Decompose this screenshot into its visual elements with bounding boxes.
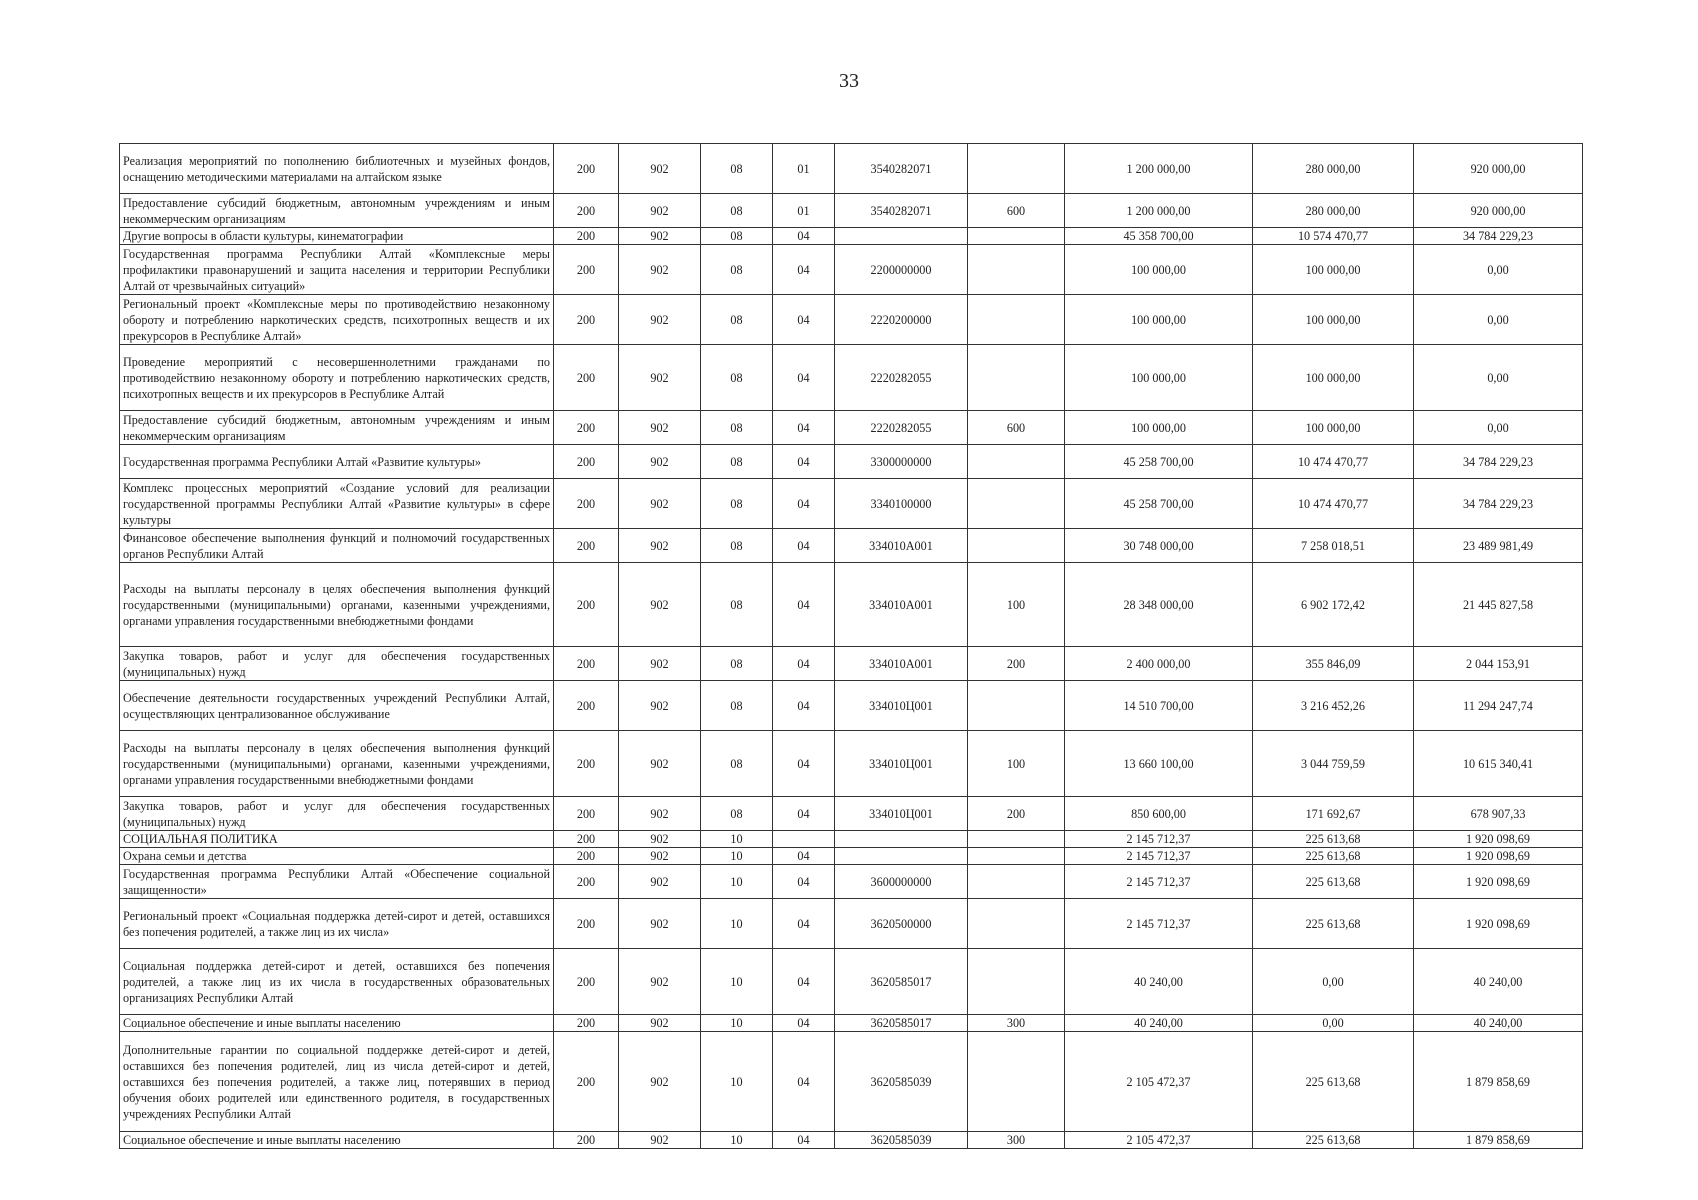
- amount-plan-cell: 1 200 000,00: [1065, 144, 1253, 194]
- amount-plan-cell: 30 748 000,00: [1065, 529, 1253, 563]
- amount-remaining-cell: 0,00: [1414, 295, 1583, 345]
- code-csr-cell: 3300000000: [835, 445, 968, 479]
- code-vr-cell: 600: [968, 411, 1065, 445]
- code-vr-cell: [968, 899, 1065, 949]
- code-g-cell: 200: [554, 245, 619, 295]
- amount-plan-cell: 100 000,00: [1065, 295, 1253, 345]
- amount-remaining-cell: 10 615 340,41: [1414, 731, 1583, 797]
- item-name-cell: Другие вопросы в области культуры, кинематографии: [120, 228, 554, 245]
- code-g-cell: 200: [554, 831, 619, 848]
- item-name-cell: Обеспечение деятельности государственных учреждений Республики Алтай, осуществляющих централизованное обслуживание: [120, 681, 554, 731]
- code-rz-cell: 08: [701, 681, 773, 731]
- table-row: [120, 848, 1583, 865]
- amount-plan-cell: 13 660 100,00: [1065, 731, 1253, 797]
- code-vr-cell: [968, 1032, 1065, 1132]
- amount-executed-cell: 10 474 470,77: [1253, 479, 1414, 529]
- code-pr-cell: 04: [773, 245, 835, 295]
- code-ved-cell: 902: [619, 445, 701, 479]
- code-vr-cell: [968, 831, 1065, 848]
- table-row: [120, 831, 1583, 848]
- amount-remaining-cell: 0,00: [1414, 345, 1583, 411]
- code-csr-cell: [835, 848, 968, 865]
- item-name-cell: Региональный проект «Социальная поддержка детей-сирот и детей, оставшихся без попечения родителей, а также лиц из их числа»: [120, 899, 554, 949]
- code-pr-cell: 04: [773, 731, 835, 797]
- code-g-cell: 200: [554, 445, 619, 479]
- code-csr-cell: 334010Ц001: [835, 731, 968, 797]
- amount-plan-cell: 1 200 000,00: [1065, 194, 1253, 228]
- code-ved-cell: 902: [619, 295, 701, 345]
- code-pr-cell: 04: [773, 848, 835, 865]
- code-pr-cell: 01: [773, 144, 835, 194]
- item-name-cell: Расходы на выплаты персоналу в целях обеспечения выполнения функций государственными (муниципальными) органами, казенными учреждениями, органами управления государственными внебюджетными фондами: [120, 563, 554, 647]
- table-row: [120, 949, 1583, 1015]
- code-vr-cell: [968, 865, 1065, 899]
- table-row: [120, 865, 1583, 899]
- amount-remaining-cell: 1 920 098,69: [1414, 848, 1583, 865]
- amount-remaining-cell: 34 784 229,23: [1414, 228, 1583, 245]
- code-g-cell: 200: [554, 1015, 619, 1032]
- code-pr-cell: 04: [773, 445, 835, 479]
- code-rz-cell: 10: [701, 1032, 773, 1132]
- code-pr-cell: 04: [773, 228, 835, 245]
- code-csr-cell: 2220282055: [835, 345, 968, 411]
- table-row: [120, 1132, 1583, 1149]
- amount-plan-cell: 40 240,00: [1065, 949, 1253, 1015]
- amount-plan-cell: 2 105 472,37: [1065, 1132, 1253, 1149]
- code-g-cell: 200: [554, 797, 619, 831]
- code-rz-cell: 10: [701, 1015, 773, 1032]
- code-csr-cell: 334010Ц001: [835, 681, 968, 731]
- item-name-cell: Финансовое обеспечение выполнения функций и полномочий государственных органов Республики Алтай: [120, 529, 554, 563]
- code-pr-cell: [773, 831, 835, 848]
- amount-executed-cell: 100 000,00: [1253, 295, 1414, 345]
- amount-executed-cell: 225 613,68: [1253, 1032, 1414, 1132]
- code-vr-cell: 100: [968, 563, 1065, 647]
- code-ved-cell: 902: [619, 899, 701, 949]
- code-vr-cell: [968, 848, 1065, 865]
- code-csr-cell: [835, 228, 968, 245]
- amount-executed-cell: 0,00: [1253, 1015, 1414, 1032]
- item-name-cell: Расходы на выплаты персоналу в целях обеспечения выполнения функций государственными (муниципальными) органами, казенными учреждениями, органами управления государственными внебюджетными фондами: [120, 731, 554, 797]
- code-pr-cell: 04: [773, 865, 835, 899]
- amount-remaining-cell: 920 000,00: [1414, 194, 1583, 228]
- amount-executed-cell: 171 692,67: [1253, 797, 1414, 831]
- code-csr-cell: 3340100000: [835, 479, 968, 529]
- table-row: [120, 245, 1583, 295]
- amount-remaining-cell: 40 240,00: [1414, 949, 1583, 1015]
- item-name-cell: Государственная программа Республики Алтай «Развитие культуры»: [120, 445, 554, 479]
- amount-remaining-cell: 1 920 098,69: [1414, 831, 1583, 848]
- item-name-cell: Предоставление субсидий бюджетным, автономным учреждениям и иным некоммерческим организациям: [120, 194, 554, 228]
- amount-executed-cell: 225 613,68: [1253, 899, 1414, 949]
- code-vr-cell: 200: [968, 797, 1065, 831]
- code-csr-cell: 3540282071: [835, 194, 968, 228]
- code-pr-cell: 04: [773, 295, 835, 345]
- amount-remaining-cell: 34 784 229,23: [1414, 479, 1583, 529]
- code-ved-cell: 902: [619, 411, 701, 445]
- table-row: [120, 445, 1583, 479]
- amount-plan-cell: 45 258 700,00: [1065, 445, 1253, 479]
- code-ved-cell: 902: [619, 831, 701, 848]
- code-rz-cell: 10: [701, 865, 773, 899]
- amount-plan-cell: 850 600,00: [1065, 797, 1253, 831]
- code-pr-cell: 04: [773, 647, 835, 681]
- code-csr-cell: 334010А001: [835, 529, 968, 563]
- code-pr-cell: 01: [773, 194, 835, 228]
- code-ved-cell: 902: [619, 144, 701, 194]
- code-vr-cell: [968, 295, 1065, 345]
- item-name-cell: Государственная программа Республики Алтай «Комплексные меры профилактики правонарушений и защита населения и территории Республики Алтай от чрезвычайных ситуаций»: [120, 245, 554, 295]
- code-pr-cell: 04: [773, 1032, 835, 1132]
- code-g-cell: 200: [554, 144, 619, 194]
- code-rz-cell: 10: [701, 899, 773, 949]
- item-name-cell: Охрана семьи и детства: [120, 848, 554, 865]
- amount-executed-cell: 355 846,09: [1253, 647, 1414, 681]
- code-rz-cell: 08: [701, 345, 773, 411]
- amount-executed-cell: 100 000,00: [1253, 345, 1414, 411]
- amount-plan-cell: 2 400 000,00: [1065, 647, 1253, 681]
- code-ved-cell: 902: [619, 797, 701, 831]
- table-row: [120, 563, 1583, 647]
- table-row: [120, 479, 1583, 529]
- code-pr-cell: 04: [773, 529, 835, 563]
- code-rz-cell: 10: [701, 831, 773, 848]
- table-row: [120, 411, 1583, 445]
- amount-remaining-cell: 23 489 981,49: [1414, 529, 1583, 563]
- table-row: [120, 731, 1583, 797]
- code-ved-cell: 902: [619, 865, 701, 899]
- amount-plan-cell: 14 510 700,00: [1065, 681, 1253, 731]
- amount-executed-cell: 280 000,00: [1253, 194, 1414, 228]
- code-g-cell: 200: [554, 865, 619, 899]
- item-name-cell: СОЦИАЛЬНАЯ ПОЛИТИКА: [120, 831, 554, 848]
- code-vr-cell: 300: [968, 1132, 1065, 1149]
- code-vr-cell: [968, 479, 1065, 529]
- amount-remaining-cell: 11 294 247,74: [1414, 681, 1583, 731]
- code-ved-cell: 902: [619, 949, 701, 1015]
- table-row: [120, 681, 1583, 731]
- amount-executed-cell: 225 613,68: [1253, 865, 1414, 899]
- code-ved-cell: 902: [619, 529, 701, 563]
- code-g-cell: 200: [554, 295, 619, 345]
- amount-remaining-cell: 920 000,00: [1414, 144, 1583, 194]
- table-row: [120, 1032, 1583, 1132]
- item-name-cell: Предоставление субсидий бюджетным, автономным учреждениям и иным некоммерческим организациям: [120, 411, 554, 445]
- code-ved-cell: 902: [619, 731, 701, 797]
- table-row: [120, 295, 1583, 345]
- code-vr-cell: [968, 445, 1065, 479]
- item-name-cell: Социальная поддержка детей-сирот и детей, оставшихся без попечения родителей, а также лиц из их числа в государственных образовательных организациях Республики Алтай: [120, 949, 554, 1015]
- code-rz-cell: 08: [701, 245, 773, 295]
- code-g-cell: 200: [554, 1032, 619, 1132]
- code-rz-cell: 10: [701, 949, 773, 1015]
- code-g-cell: 200: [554, 194, 619, 228]
- code-g-cell: 200: [554, 647, 619, 681]
- item-name-cell: Социальное обеспечение и иные выплаты населению: [120, 1132, 554, 1149]
- code-csr-cell: 334010Ц001: [835, 797, 968, 831]
- code-csr-cell: 3540282071: [835, 144, 968, 194]
- code-vr-cell: 600: [968, 194, 1065, 228]
- amount-executed-cell: 3 044 759,59: [1253, 731, 1414, 797]
- amount-remaining-cell: 40 240,00: [1414, 1015, 1583, 1032]
- item-name-cell: Реализация мероприятий по пополнению библиотечных и музейных фондов, оснащению методическими материалами на алтайском языке: [120, 144, 554, 194]
- code-csr-cell: 3620585017: [835, 1015, 968, 1032]
- table-row: [120, 144, 1583, 194]
- amount-executed-cell: 7 258 018,51: [1253, 529, 1414, 563]
- code-g-cell: 200: [554, 1132, 619, 1149]
- code-ved-cell: 902: [619, 228, 701, 245]
- table-row: [120, 899, 1583, 949]
- code-g-cell: 200: [554, 479, 619, 529]
- code-g-cell: 200: [554, 899, 619, 949]
- code-csr-cell: 3620500000: [835, 899, 968, 949]
- amount-executed-cell: 280 000,00: [1253, 144, 1414, 194]
- amount-plan-cell: 100 000,00: [1065, 245, 1253, 295]
- amount-remaining-cell: 1 920 098,69: [1414, 899, 1583, 949]
- amount-plan-cell: 40 240,00: [1065, 1015, 1253, 1032]
- code-csr-cell: 334010А001: [835, 647, 968, 681]
- amount-executed-cell: 10 574 470,77: [1253, 228, 1414, 245]
- amount-executed-cell: 6 902 172,42: [1253, 563, 1414, 647]
- code-rz-cell: 10: [701, 848, 773, 865]
- code-pr-cell: 04: [773, 681, 835, 731]
- item-name-cell: Проведение мероприятий с несовершеннолетними гражданами по противодействию незаконному обороту и потреблению наркотических средств, психотропных веществ и их прекурсоров в Республике Алтай: [120, 345, 554, 411]
- code-ved-cell: 902: [619, 1015, 701, 1032]
- code-pr-cell: 04: [773, 479, 835, 529]
- item-name-cell: Социальное обеспечение и иные выплаты населению: [120, 1015, 554, 1032]
- code-rz-cell: 08: [701, 445, 773, 479]
- amount-remaining-cell: 1 920 098,69: [1414, 865, 1583, 899]
- code-vr-cell: 200: [968, 647, 1065, 681]
- code-g-cell: 200: [554, 345, 619, 411]
- amount-remaining-cell: 2 044 153,91: [1414, 647, 1583, 681]
- code-g-cell: 200: [554, 563, 619, 647]
- code-csr-cell: 2220200000: [835, 295, 968, 345]
- code-ved-cell: 902: [619, 194, 701, 228]
- code-rz-cell: 08: [701, 731, 773, 797]
- amount-remaining-cell: 34 784 229,23: [1414, 445, 1583, 479]
- table-row: [120, 647, 1583, 681]
- code-rz-cell: 08: [701, 411, 773, 445]
- code-ved-cell: 902: [619, 848, 701, 865]
- code-g-cell: 200: [554, 681, 619, 731]
- code-ved-cell: 902: [619, 563, 701, 647]
- code-pr-cell: 04: [773, 797, 835, 831]
- code-vr-cell: 300: [968, 1015, 1065, 1032]
- code-csr-cell: 2200000000: [835, 245, 968, 295]
- table-row: [120, 194, 1583, 228]
- code-rz-cell: 08: [701, 295, 773, 345]
- amount-plan-cell: 100 000,00: [1065, 345, 1253, 411]
- code-csr-cell: 334010А001: [835, 563, 968, 647]
- code-vr-cell: [968, 529, 1065, 563]
- code-ved-cell: 902: [619, 681, 701, 731]
- code-vr-cell: 100: [968, 731, 1065, 797]
- table-row: [120, 345, 1583, 411]
- amount-plan-cell: 2 145 712,37: [1065, 831, 1253, 848]
- amount-plan-cell: 45 258 700,00: [1065, 479, 1253, 529]
- amount-executed-cell: 100 000,00: [1253, 411, 1414, 445]
- code-rz-cell: 08: [701, 144, 773, 194]
- amount-remaining-cell: 678 907,33: [1414, 797, 1583, 831]
- amount-remaining-cell: 1 879 858,69: [1414, 1132, 1583, 1149]
- page-number: 33: [839, 70, 859, 92]
- code-pr-cell: 04: [773, 1015, 835, 1032]
- item-name-cell: Закупка товаров, работ и услуг для обеспечения государственных (муниципальных) нужд: [120, 797, 554, 831]
- code-vr-cell: [968, 228, 1065, 245]
- amount-remaining-cell: 0,00: [1414, 245, 1583, 295]
- table-row: [120, 1015, 1583, 1032]
- item-name-cell: Государственная программа Республики Алтай «Обеспечение социальной защищенности»: [120, 865, 554, 899]
- code-csr-cell: 2220282055: [835, 411, 968, 445]
- item-name-cell: Дополнительные гарантии по социальной поддержке детей-сирот и детей, оставшихся без попечения родителей, лиц из числа детей-сирот и детей, оставшихся без попечения родителей, а также лиц, потерявших в период обучения обоих родителей или единственного родителя, в государственных учреждениях Республики Алтай: [120, 1032, 554, 1132]
- code-csr-cell: 3620585017: [835, 949, 968, 1015]
- code-rz-cell: 08: [701, 647, 773, 681]
- table-row: [120, 529, 1583, 563]
- code-g-cell: 200: [554, 529, 619, 563]
- amount-executed-cell: 225 613,68: [1253, 831, 1414, 848]
- code-pr-cell: 04: [773, 411, 835, 445]
- code-pr-cell: 04: [773, 345, 835, 411]
- item-name-cell: Региональный проект «Комплексные меры по противодействию незаконному обороту и потреблению наркотических средств, психотропных веществ и их прекурсоров в Республике Алтай»: [120, 295, 554, 345]
- amount-executed-cell: 100 000,00: [1253, 245, 1414, 295]
- amount-remaining-cell: 0,00: [1414, 411, 1583, 445]
- code-g-cell: 200: [554, 731, 619, 797]
- code-csr-cell: [835, 831, 968, 848]
- code-g-cell: 200: [554, 228, 619, 245]
- code-vr-cell: [968, 949, 1065, 1015]
- table-body: [120, 144, 1583, 1149]
- amount-plan-cell: 2 145 712,37: [1065, 865, 1253, 899]
- amount-plan-cell: 28 348 000,00: [1065, 563, 1253, 647]
- code-pr-cell: 04: [773, 949, 835, 1015]
- amount-plan-cell: 2 105 472,37: [1065, 1032, 1253, 1132]
- code-rz-cell: 08: [701, 228, 773, 245]
- amount-executed-cell: 225 613,68: [1253, 1132, 1414, 1149]
- code-vr-cell: [968, 245, 1065, 295]
- item-name-cell: Комплекс процессных мероприятий «Создание условий для реализации государственной программы Республики Алтай «Развитие культуры» в сфере культуры: [120, 479, 554, 529]
- code-vr-cell: [968, 681, 1065, 731]
- code-csr-cell: 3620585039: [835, 1132, 968, 1149]
- code-rz-cell: 08: [701, 479, 773, 529]
- code-ved-cell: 902: [619, 245, 701, 295]
- code-pr-cell: 04: [773, 899, 835, 949]
- item-name-cell: Закупка товаров, работ и услуг для обеспечения государственных (муниципальных) нужд: [120, 647, 554, 681]
- amount-remaining-cell: 21 445 827,58: [1414, 563, 1583, 647]
- code-csr-cell: 3620585039: [835, 1032, 968, 1132]
- amount-executed-cell: 3 216 452,26: [1253, 681, 1414, 731]
- code-g-cell: 200: [554, 949, 619, 1015]
- code-ved-cell: 902: [619, 479, 701, 529]
- code-rz-cell: 08: [701, 797, 773, 831]
- amount-plan-cell: 2 145 712,37: [1065, 899, 1253, 949]
- amount-executed-cell: 225 613,68: [1253, 848, 1414, 865]
- code-pr-cell: 04: [773, 563, 835, 647]
- code-pr-cell: 04: [773, 1132, 835, 1149]
- code-rz-cell: 08: [701, 529, 773, 563]
- code-ved-cell: 902: [619, 345, 701, 411]
- code-csr-cell: 3600000000: [835, 865, 968, 899]
- amount-executed-cell: 10 474 470,77: [1253, 445, 1414, 479]
- code-rz-cell: 08: [701, 563, 773, 647]
- code-g-cell: 200: [554, 411, 619, 445]
- amount-plan-cell: 45 358 700,00: [1065, 228, 1253, 245]
- table-row: [120, 228, 1583, 245]
- code-ved-cell: 902: [619, 1032, 701, 1132]
- code-vr-cell: [968, 144, 1065, 194]
- amount-remaining-cell: 1 879 858,69: [1414, 1032, 1583, 1132]
- code-ved-cell: 902: [619, 1132, 701, 1149]
- budget-table: [119, 143, 1583, 1149]
- code-vr-cell: [968, 345, 1065, 411]
- table-row: [120, 797, 1583, 831]
- code-rz-cell: 08: [701, 194, 773, 228]
- amount-plan-cell: 100 000,00: [1065, 411, 1253, 445]
- amount-plan-cell: 2 145 712,37: [1065, 848, 1253, 865]
- code-g-cell: 200: [554, 848, 619, 865]
- code-rz-cell: 10: [701, 1132, 773, 1149]
- code-ved-cell: 902: [619, 647, 701, 681]
- amount-executed-cell: 0,00: [1253, 949, 1414, 1015]
